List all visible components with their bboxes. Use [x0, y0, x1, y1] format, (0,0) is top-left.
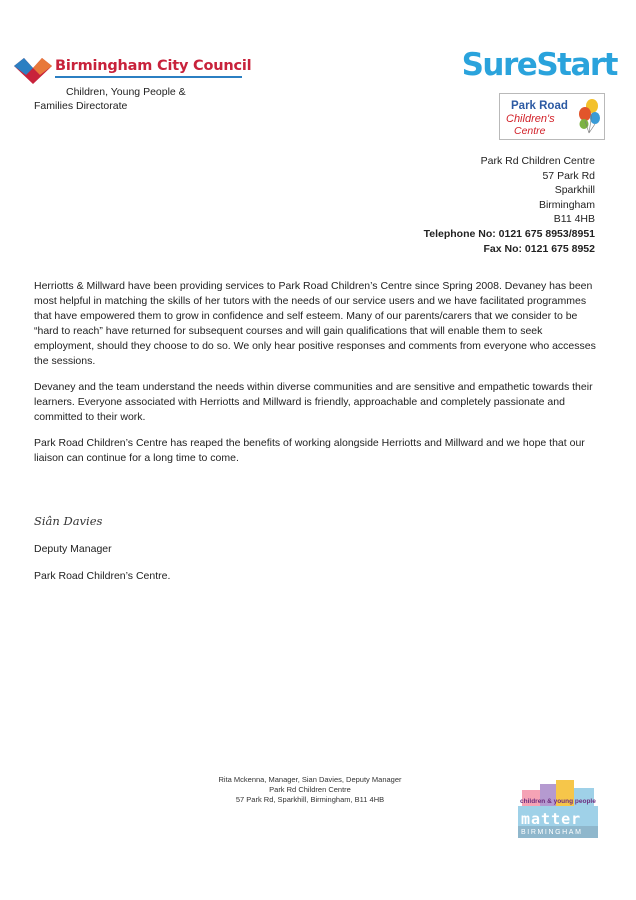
footer-line-1: Rita Mckenna, Manager, Sian Davies, Deputy Manager — [218, 775, 402, 784]
letter-paragraph: Herriotts & Millward have been providing services to Park Road Children’s Centre since Spring 2008. Devaney has been most helpful in matching the skills of her tutors with the needs of our service users and we have facilitated programmes that have empowered them to grow in confidence and self esteem. Many of our parents/carers that we consider to be “hard to reach” have returned for subsequent courses and will gain qualifications that will enable them to seek employment, should they choose to do so. We only hear positive responses and comments from everyone who accesses the sessions. — [34, 280, 596, 367]
centre-logo-line-1: Park Road — [511, 100, 568, 112]
council-underline — [55, 76, 242, 78]
cypm-line-1: children & young people — [520, 798, 596, 805]
directorate-line-2: Families Directorate — [34, 100, 128, 112]
telephone-number: Telephone No: 0121 675 8953/8951 — [423, 227, 595, 240]
fax-number: Fax No: 0121 675 8952 — [483, 242, 595, 255]
footer-line-3: 57 Park Rd, Sparkhill, Birmingham, B11 4HB — [235, 795, 385, 804]
address-line: Sparkhill — [554, 184, 595, 197]
directorate-line-1: Children, Young People & — [66, 86, 186, 98]
signatory-title: Deputy Manager — [34, 543, 112, 555]
address-line: Park Rd Children Centre — [480, 155, 595, 167]
letter-paragraph: Park Road Children’s Centre has reaped the benefits of working alongside Herriotts and Millward and we hope that our liaison can continue for a long time to come. — [34, 437, 585, 464]
letter-paragraph: Devaney and the team understand the needs within diverse communities and are sensitive and empathetic towards their learners. Everyone associated with Herriotts and Millward is friendly, approachable and completely passionate and committed to their work. — [34, 381, 593, 423]
address-line: B11 4HB — [553, 213, 595, 226]
centre-logo — [499, 93, 605, 140]
centre-logo-line-3: Centre — [514, 125, 546, 137]
centre-logo-line-2: Children's — [506, 113, 555, 125]
address-block — [424, 154, 595, 256]
balloons-icon — [576, 97, 602, 135]
signature: Siân Davies — [34, 514, 103, 528]
footer — [190, 775, 430, 805]
cypm-logo — [518, 780, 600, 840]
surestart-logo: SureStart — [461, 47, 617, 83]
signatory-organisation: Park Road Children’s Centre. — [34, 570, 171, 582]
address-line: 57 Park Rd — [542, 169, 595, 182]
directorate-label — [34, 85, 234, 113]
footer-line-2: Park Rd Children Centre — [269, 785, 351, 794]
letter-body — [34, 279, 600, 477]
council-name: Birmingham City Council — [55, 58, 252, 74]
address-line: Birmingham — [538, 198, 595, 211]
cypm-line-3: BIRMINGHAM — [521, 829, 583, 836]
cypm-line-2: matter — [521, 810, 582, 828]
council-emblem-icon — [14, 58, 52, 84]
